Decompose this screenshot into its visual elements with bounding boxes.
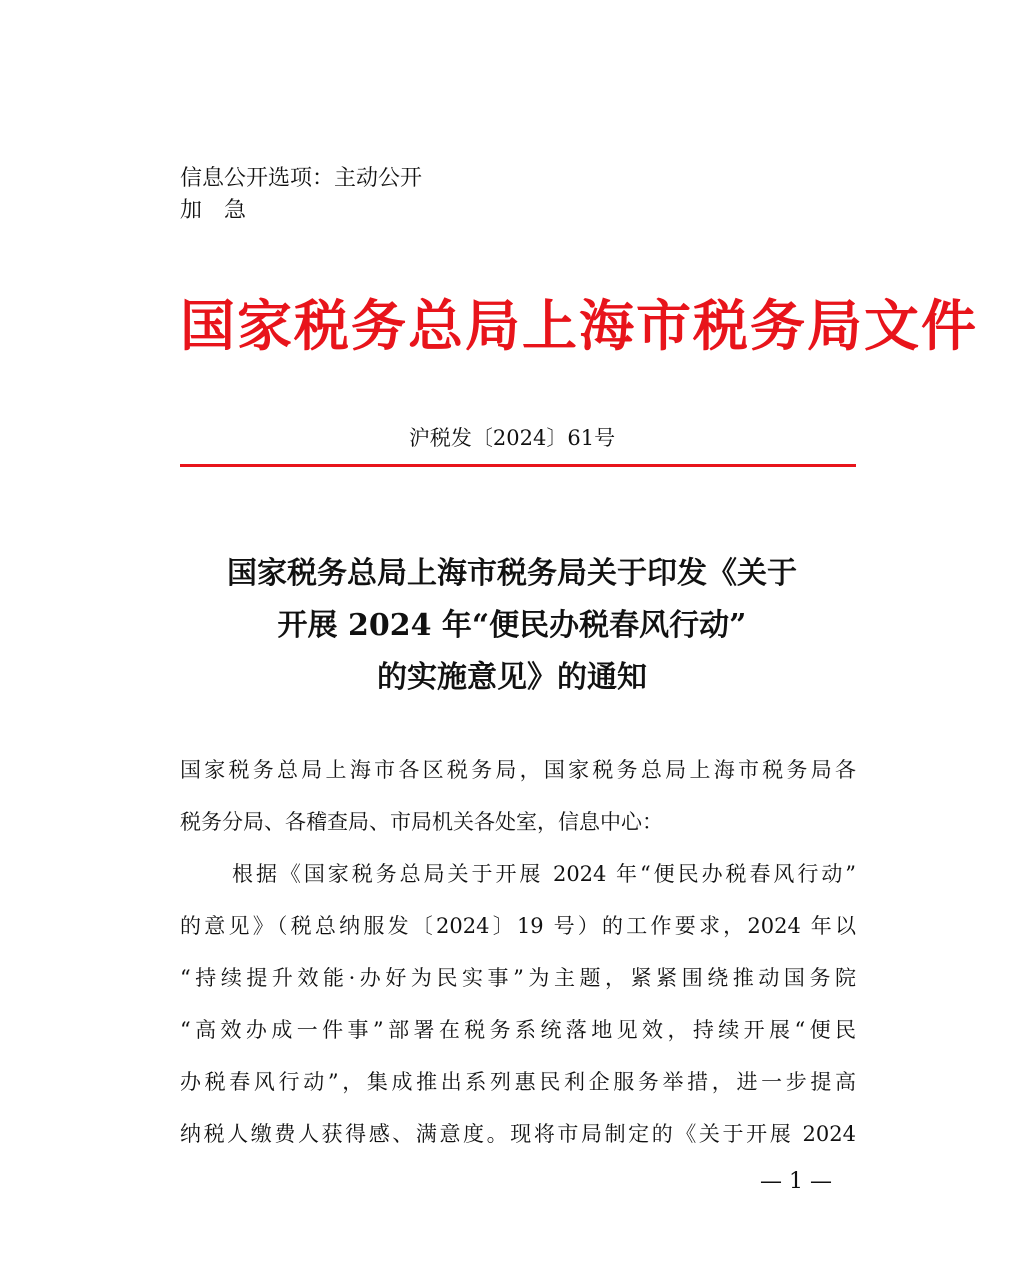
page-number: — 1 — bbox=[760, 1169, 832, 1194]
red-divider-line bbox=[180, 464, 856, 467]
body-paragraph-line: 根据《国家税务总局关于开展 2024 年“便民办税春风行动” bbox=[232, 862, 856, 886]
body-paragraph-line: “高效办成一件事”部署在税务系统落地见效，持续开展“便民 bbox=[180, 1018, 856, 1042]
document-title bbox=[150, 548, 874, 704]
body-paragraph-line: 纳税人缴费人获得感、满意度。现将市局制定的《关于开展 2024 bbox=[180, 1122, 856, 1146]
title-line: 的实施意见》的通知 bbox=[377, 660, 647, 695]
addressee-line: 国家税务总局上海市各区税务局，国家税务总局上海市税务局各 bbox=[180, 758, 856, 782]
document-number: 沪税发〔2024〕61号 bbox=[408, 426, 616, 450]
disclosure-option: 信息公开选项：主动公开 bbox=[180, 166, 423, 191]
issuing-authority-heading: 国家税务总局上海市税务局文件 bbox=[180, 293, 979, 358]
urgency-label: 加急 bbox=[180, 198, 269, 223]
title-line: 开展 2024 年“便民办税春风行动” bbox=[277, 608, 747, 643]
body-paragraph-line: 的意见》（税总纳服发〔2024〕19 号）的工作要求，2024 年以 bbox=[180, 914, 856, 938]
body-paragraph-line: 办税春风行动”，集成推出系列惠民利企服务举措，进一步提高 bbox=[180, 1070, 856, 1094]
title-line: 国家税务总局上海市税务局关于印发《关于 bbox=[227, 556, 797, 591]
body-paragraph-line: “持续提升效能·办好为民实事”为主题，紧紧围绕推动国务院 bbox=[180, 966, 856, 990]
addressee-line: 税务分局、各稽查局、市局机关各处室，信息中心： bbox=[180, 810, 663, 834]
document-body bbox=[180, 744, 856, 1160]
